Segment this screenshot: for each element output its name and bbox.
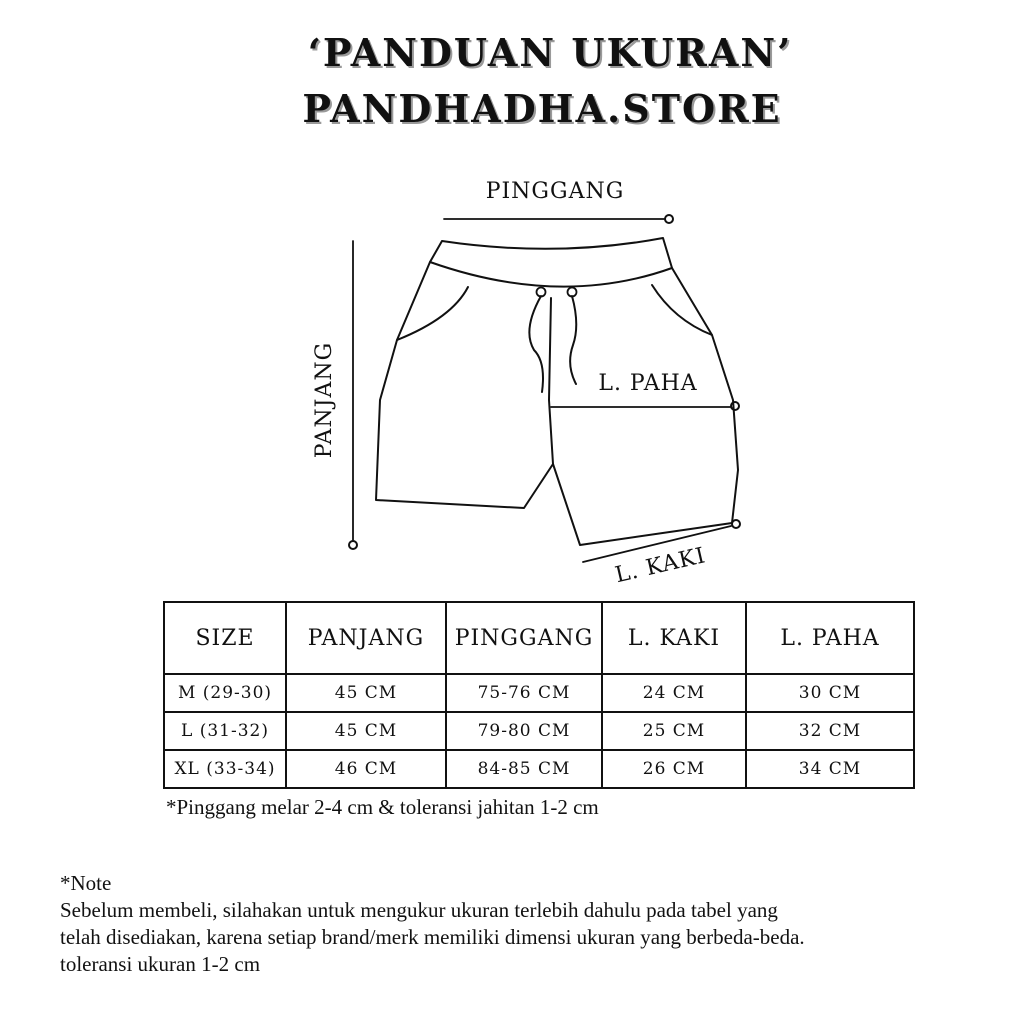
cell-pinggang: 75-76 CM: [446, 674, 602, 712]
cell-panjang: 45 CM: [286, 674, 446, 712]
cell-paha: 32 CM: [746, 712, 914, 750]
note-line: toleransi ukuran 1-2 cm: [60, 952, 261, 976]
label-pinggang: PINGGANG: [485, 179, 625, 204]
note-heading: *Note: [60, 871, 112, 895]
header-panjang: PANJANG: [286, 602, 446, 674]
note-block: [60, 870, 1000, 978]
cell-paha: 30 CM: [746, 674, 914, 712]
cell-kaki: 26 CM: [602, 750, 746, 788]
cell-kaki: 24 CM: [602, 674, 746, 712]
cell-size: XL (33-34): [164, 750, 286, 788]
cell-pinggang: 84-85 CM: [446, 750, 602, 788]
table-header-row: [164, 602, 914, 674]
table-row: [164, 750, 914, 788]
shorts-outline: [376, 262, 738, 545]
label-paha: L. PAHA: [598, 371, 698, 396]
cell-paha: 34 CM: [746, 750, 914, 788]
table-footnote: *Pinggang melar 2-4 cm & toleransi jahitan 1-2 cm: [166, 795, 599, 819]
note-line: Sebelum membeli, silahakan untuk mengukur ukuran terlebih dahulu pada tabel yang: [60, 898, 778, 922]
header-size: SIZE: [164, 602, 286, 674]
cell-size: M (29-30): [164, 674, 286, 712]
header-pinggang: PINGGANG: [446, 602, 602, 674]
store-name: PANDHADHA.STORE: [302, 86, 782, 131]
header-paha: L. PAHA: [746, 602, 914, 674]
cell-pinggang: 79-80 CM: [446, 712, 602, 750]
cell-kaki: 25 CM: [602, 712, 746, 750]
table-row: [164, 712, 914, 750]
cell-size: L (31-32): [164, 712, 286, 750]
cell-panjang: 45 CM: [286, 712, 446, 750]
shorts-pocket-right: [652, 285, 712, 335]
page-title: ‘PANDUAN UKURAN’: [307, 30, 793, 75]
shorts-drawstring-right: [570, 296, 576, 384]
header-kaki: L. KAKI: [602, 602, 746, 674]
shorts-crotch-seam: [549, 298, 553, 464]
size-table: [163, 601, 915, 789]
shorts-waistband: [430, 238, 672, 287]
shorts-drawstring-left: [529, 296, 543, 392]
label-panjang: PANJANG: [312, 341, 337, 459]
label-kaki: L. KAKI: [612, 543, 709, 589]
note-line: telah disediakan, karena setiap brand/merk memiliki dimensi ukuran yang berbeda-beda.: [60, 925, 805, 949]
cell-panjang: 46 CM: [286, 750, 446, 788]
table-row: [164, 674, 914, 712]
